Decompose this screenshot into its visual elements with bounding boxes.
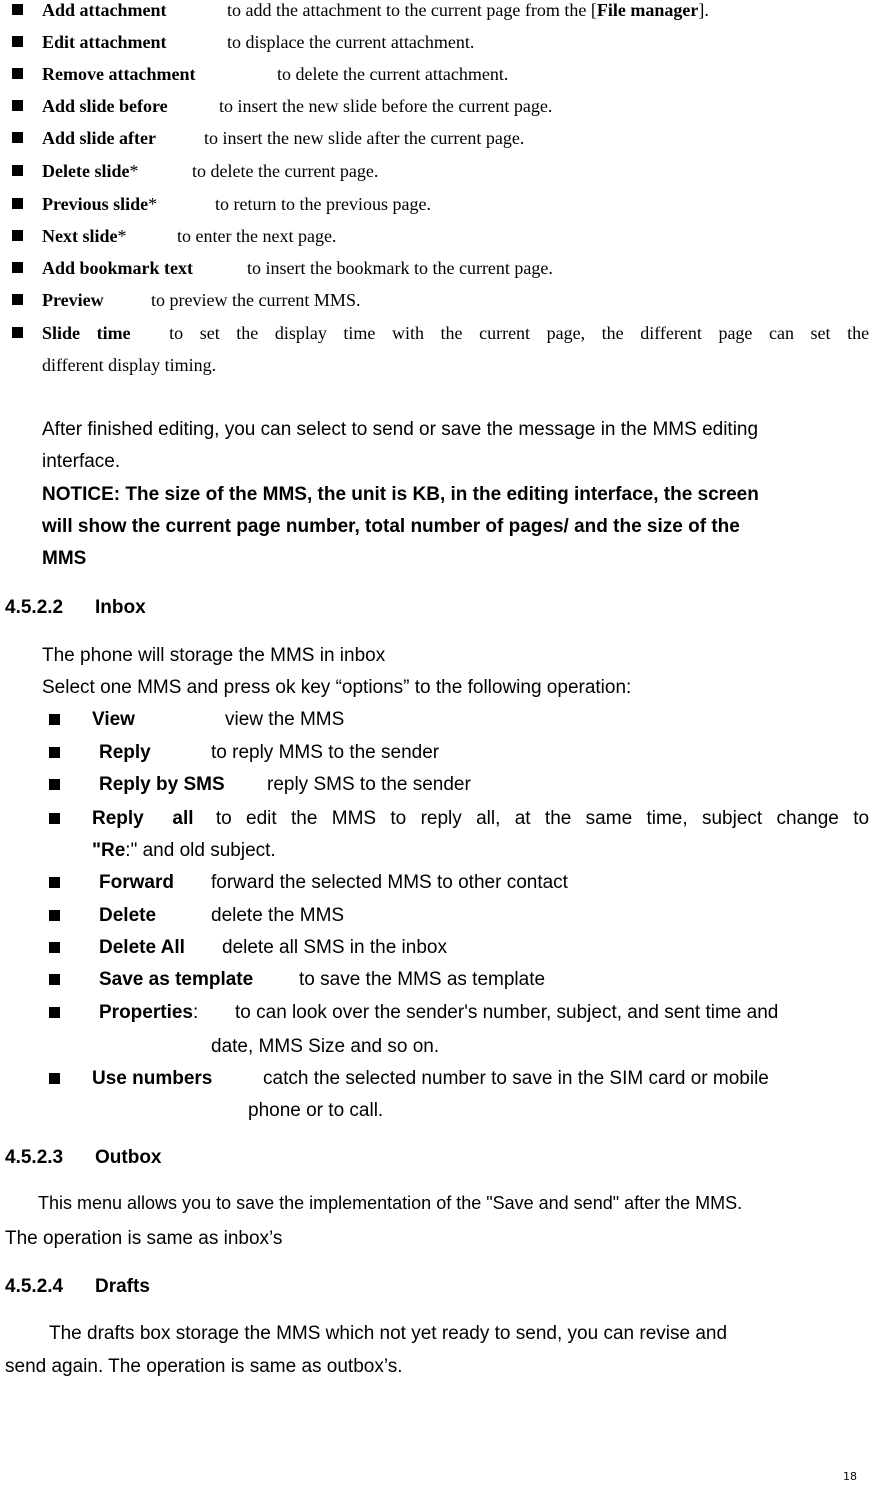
notice-paragraph: NOTICE: The size of the MMS, the unit is KB, in the editing interface, the screen will show the current page number, total number of pages/ and the size of the MMS xyxy=(42,484,759,569)
option-desc: to displace the current attachment. xyxy=(227,32,475,52)
option-term: Add slide before xyxy=(42,96,168,116)
option-desc: delete the MMS xyxy=(211,905,345,926)
option-term: Reply xyxy=(99,742,151,763)
square-bullet-icon xyxy=(12,327,23,338)
option-term: Remove attachment xyxy=(42,64,196,84)
list-item xyxy=(0,741,869,765)
square-bullet-icon xyxy=(49,1007,60,1018)
section-title: Inbox xyxy=(95,597,146,618)
outbox-paragraph-line-1: This menu allows you to save the implementation of the "Save and send" after the MMS. xyxy=(38,1193,743,1213)
option-desc: forward the selected MMS to other contact xyxy=(211,872,568,893)
option-term: Save as template xyxy=(99,969,254,990)
square-bullet-icon xyxy=(12,165,23,176)
list-item-slide-time xyxy=(42,317,869,381)
option-desc: to can look over the sender's number, subject, and sent time and xyxy=(235,1002,779,1023)
list-item xyxy=(0,1001,869,1025)
square-bullet-icon xyxy=(49,779,60,790)
option-desc: to insert the new slide before the current page. xyxy=(219,96,553,116)
option-term: Delete slide* xyxy=(42,161,139,181)
option-desc: to reply MMS to the sender xyxy=(211,742,440,763)
option-desc: to delete the current attachment. xyxy=(277,64,509,84)
option-desc: to delete the current page. xyxy=(192,161,379,181)
option-desc: catch the selected number to save in the SIM card or mobile xyxy=(263,1068,769,1089)
section-heading-outbox xyxy=(5,1147,162,1169)
option-desc-continued: phone or to call. xyxy=(248,1100,384,1121)
option-term: Delete xyxy=(99,905,157,926)
option-desc: to add the attachment to the current page from the [File manager]. xyxy=(227,0,709,20)
inbox-intro: The phone will storage the MMS in inbox Select one MMS and press ok key “options” to the following operation: xyxy=(42,645,632,698)
drafts-paragraph-line-2: send again. The operation is same as outbox’s. xyxy=(5,1356,403,1377)
square-bullet-icon xyxy=(12,36,23,47)
section-number: 4.5.2.2 xyxy=(5,597,64,618)
option-term: Edit attachment xyxy=(42,32,167,52)
square-bullet-icon xyxy=(12,100,23,111)
option-desc: delete all SMS in the inbox xyxy=(222,937,447,958)
slide-time-line-1: Slide time to set the display time with the current page, the different page can set the xyxy=(42,323,869,343)
square-bullet-icon xyxy=(49,1073,60,1084)
option-desc: to insert the bookmark to the current page. xyxy=(247,258,553,278)
drafts-paragraph-line-1: The drafts box storage the MMS which not yet ready to send, you can revise and xyxy=(49,1323,728,1344)
section-heading-drafts xyxy=(5,1276,150,1298)
option-term: Forward xyxy=(99,872,174,893)
square-bullet-icon xyxy=(49,877,60,888)
option-desc: to save the MMS as template xyxy=(299,969,546,990)
option-desc: to preview the current MMS. xyxy=(151,290,361,310)
square-bullet-icon xyxy=(49,714,60,725)
section-title: Drafts xyxy=(95,1276,150,1297)
list-item xyxy=(0,904,869,928)
option-term: Previous slide* xyxy=(42,194,158,214)
square-bullet-icon xyxy=(12,294,23,305)
after-editing-paragraph: After finished editing, you can select to send or save the message in the MMS editing interface. xyxy=(42,419,759,472)
option-term: Use numbers xyxy=(92,1068,213,1089)
section-title: Outbox xyxy=(95,1147,162,1168)
square-bullet-icon xyxy=(12,262,23,273)
outbox-paragraph-line-2: The operation is same as inbox’s xyxy=(5,1228,283,1249)
section-number: 4.5.2.3 xyxy=(5,1147,64,1168)
square-bullet-icon xyxy=(12,230,23,241)
option-desc: to enter the next page. xyxy=(177,226,337,246)
option-term: Add bookmark text xyxy=(42,258,194,278)
option-term: Add attachment xyxy=(42,0,167,20)
list-item xyxy=(0,708,869,732)
option-term: Next slide* xyxy=(42,226,127,246)
option-desc: view the MMS xyxy=(225,709,345,730)
section-heading-inbox xyxy=(5,597,146,619)
square-bullet-icon xyxy=(49,813,60,824)
option-term: Reply by SMS xyxy=(99,774,225,795)
reply-all-line-2: "Re:" and old subject. xyxy=(92,840,276,861)
option-desc: to return to the previous page. xyxy=(215,194,431,214)
option-desc-continued: date, MMS Size and so on. xyxy=(211,1036,440,1057)
square-bullet-icon xyxy=(49,910,60,921)
list-item xyxy=(0,871,869,895)
square-bullet-icon xyxy=(49,942,60,953)
option-term: View xyxy=(92,709,135,730)
square-bullet-icon xyxy=(12,4,23,15)
option-term: Properties: xyxy=(99,1002,199,1023)
square-bullet-icon xyxy=(49,974,60,985)
option-term: Delete All xyxy=(99,937,185,958)
slide-time-line-2: different display timing. xyxy=(42,355,217,375)
square-bullet-icon xyxy=(49,747,60,758)
section-number: 4.5.2.4 xyxy=(5,1276,64,1297)
list-item xyxy=(0,1067,869,1091)
square-bullet-icon xyxy=(12,68,23,79)
list-item xyxy=(0,773,869,797)
option-desc: to insert the new slide after the current page. xyxy=(204,128,525,148)
list-item xyxy=(0,936,869,960)
option-term: Add slide after xyxy=(42,128,156,148)
square-bullet-icon xyxy=(12,132,23,143)
square-bullet-icon xyxy=(12,198,23,209)
page-number: 18 xyxy=(843,1470,857,1483)
option-desc: reply SMS to the sender xyxy=(267,774,471,795)
reply-all-line-1: Reply all to edit the MMS to reply all, at the same time, subject change to xyxy=(92,808,869,829)
list-item-reply-all xyxy=(92,803,869,867)
option-term: Preview xyxy=(42,290,104,310)
list-item xyxy=(0,968,869,992)
